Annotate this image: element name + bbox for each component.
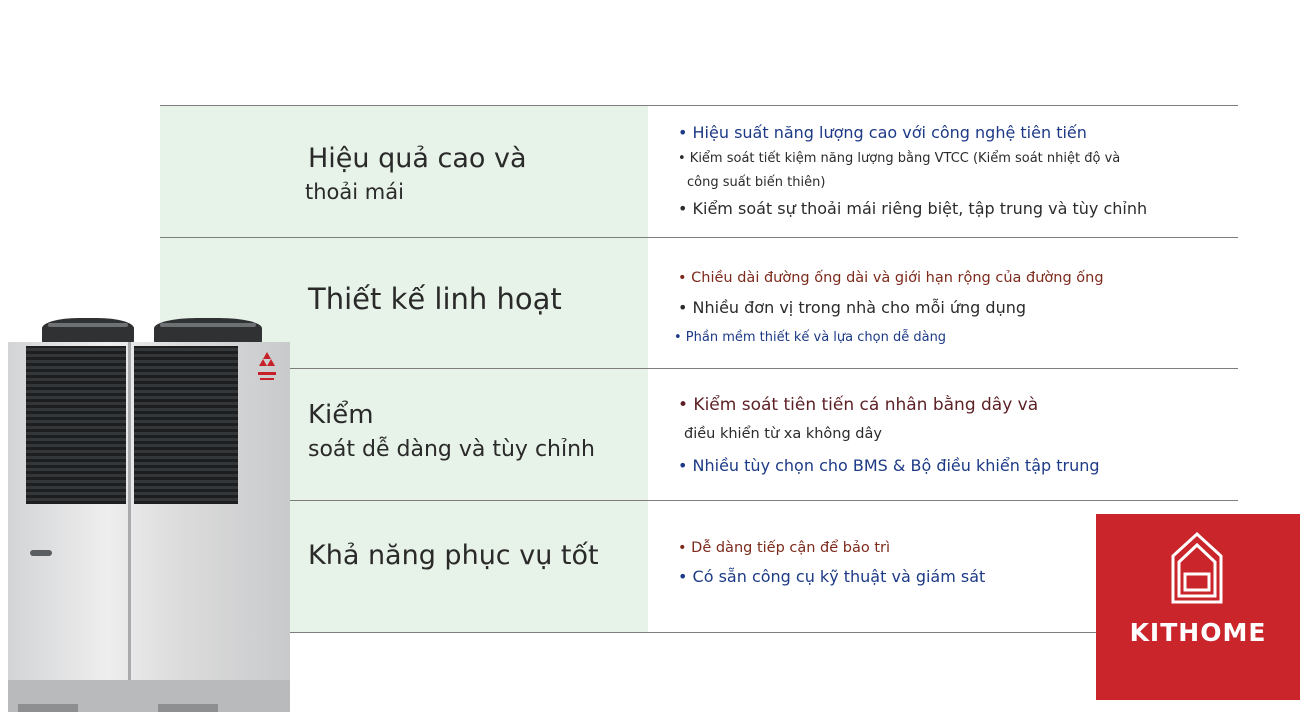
bullet-item: • Chiều dài đường ống dài và giới hạn rộng của đường ống	[678, 270, 1104, 286]
feature-row-flexible-design	[160, 237, 1238, 368]
feature-title	[305, 141, 527, 207]
feature-bullets	[678, 119, 1238, 223]
feature-title-line1: Hiệu quả cao và	[308, 143, 527, 174]
bullet-item: • Kiểm soát tiên tiến cá nhân bằng dây và	[678, 395, 1039, 415]
unit-base	[8, 680, 290, 712]
house-outline-icon	[1096, 514, 1300, 614]
feature-bullets	[678, 390, 1238, 484]
feature-title	[308, 398, 595, 468]
panel-seam	[128, 342, 131, 688]
feature-title-line1: Thiết kế linh hoạt	[308, 282, 562, 316]
feature-title-line1: Kiểm	[308, 400, 374, 430]
bullet-item: • Có sẵn công cụ kỹ thuật và giám sát	[678, 567, 986, 586]
bullet-item: • Nhiều đơn vị trong nhà cho mỗi ứng dụng	[678, 298, 1026, 317]
bullet-item: • Phần mềm thiết kế và lựa chọn dễ dàng	[674, 330, 947, 345]
feature-row-serviceability	[160, 500, 1238, 632]
kithome-wordmark: KITHOME	[1129, 618, 1267, 647]
bullet-item: • Kiểm soát sự thoải mái riêng biệt, tập trung và tùy chỉnh	[678, 199, 1148, 218]
feature-title	[308, 281, 562, 317]
unit-casing	[8, 342, 290, 688]
divider	[160, 632, 1238, 633]
bullet-item: điều khiển từ xa không dây	[684, 426, 882, 442]
feature-row-efficiency	[160, 105, 1238, 237]
brand-diamonds-icon	[258, 352, 276, 390]
feature-title-line2: thoải mái	[305, 180, 404, 204]
coil-grille	[26, 346, 126, 504]
bullet-item: • Nhiều tùy chọn cho BMS & Bộ điều khiển tập trung	[678, 456, 1100, 475]
feature-title-line2: soát dễ dàng và tùy chỉnh	[308, 437, 595, 462]
bullet-item: công suất biến thiên)	[687, 175, 826, 190]
feature-title	[308, 538, 599, 574]
bullet-item: • Kiểm soát tiết kiệm năng lượng bằng VTCC (Kiểm soát nhiệt độ và	[678, 151, 1121, 166]
feature-bullets	[674, 263, 1238, 353]
kithome-logo	[1096, 514, 1300, 700]
model-badge	[30, 550, 52, 556]
feature-table	[160, 105, 1238, 633]
fan-guard-icon	[154, 318, 262, 344]
feature-row-easy-control	[160, 368, 1238, 500]
bullet-item: • Dễ dàng tiếp cận để bảo trì	[678, 540, 891, 556]
coil-grille	[134, 346, 238, 504]
fan-guard-icon	[42, 318, 134, 344]
air-conditioner-outdoor-unit-image	[8, 318, 290, 688]
bullet-item: • Hiệu suất năng lượng cao với công nghệ tiên tiến	[678, 123, 1087, 142]
feature-title-line1: Khả năng phục vụ tốt	[308, 540, 599, 571]
